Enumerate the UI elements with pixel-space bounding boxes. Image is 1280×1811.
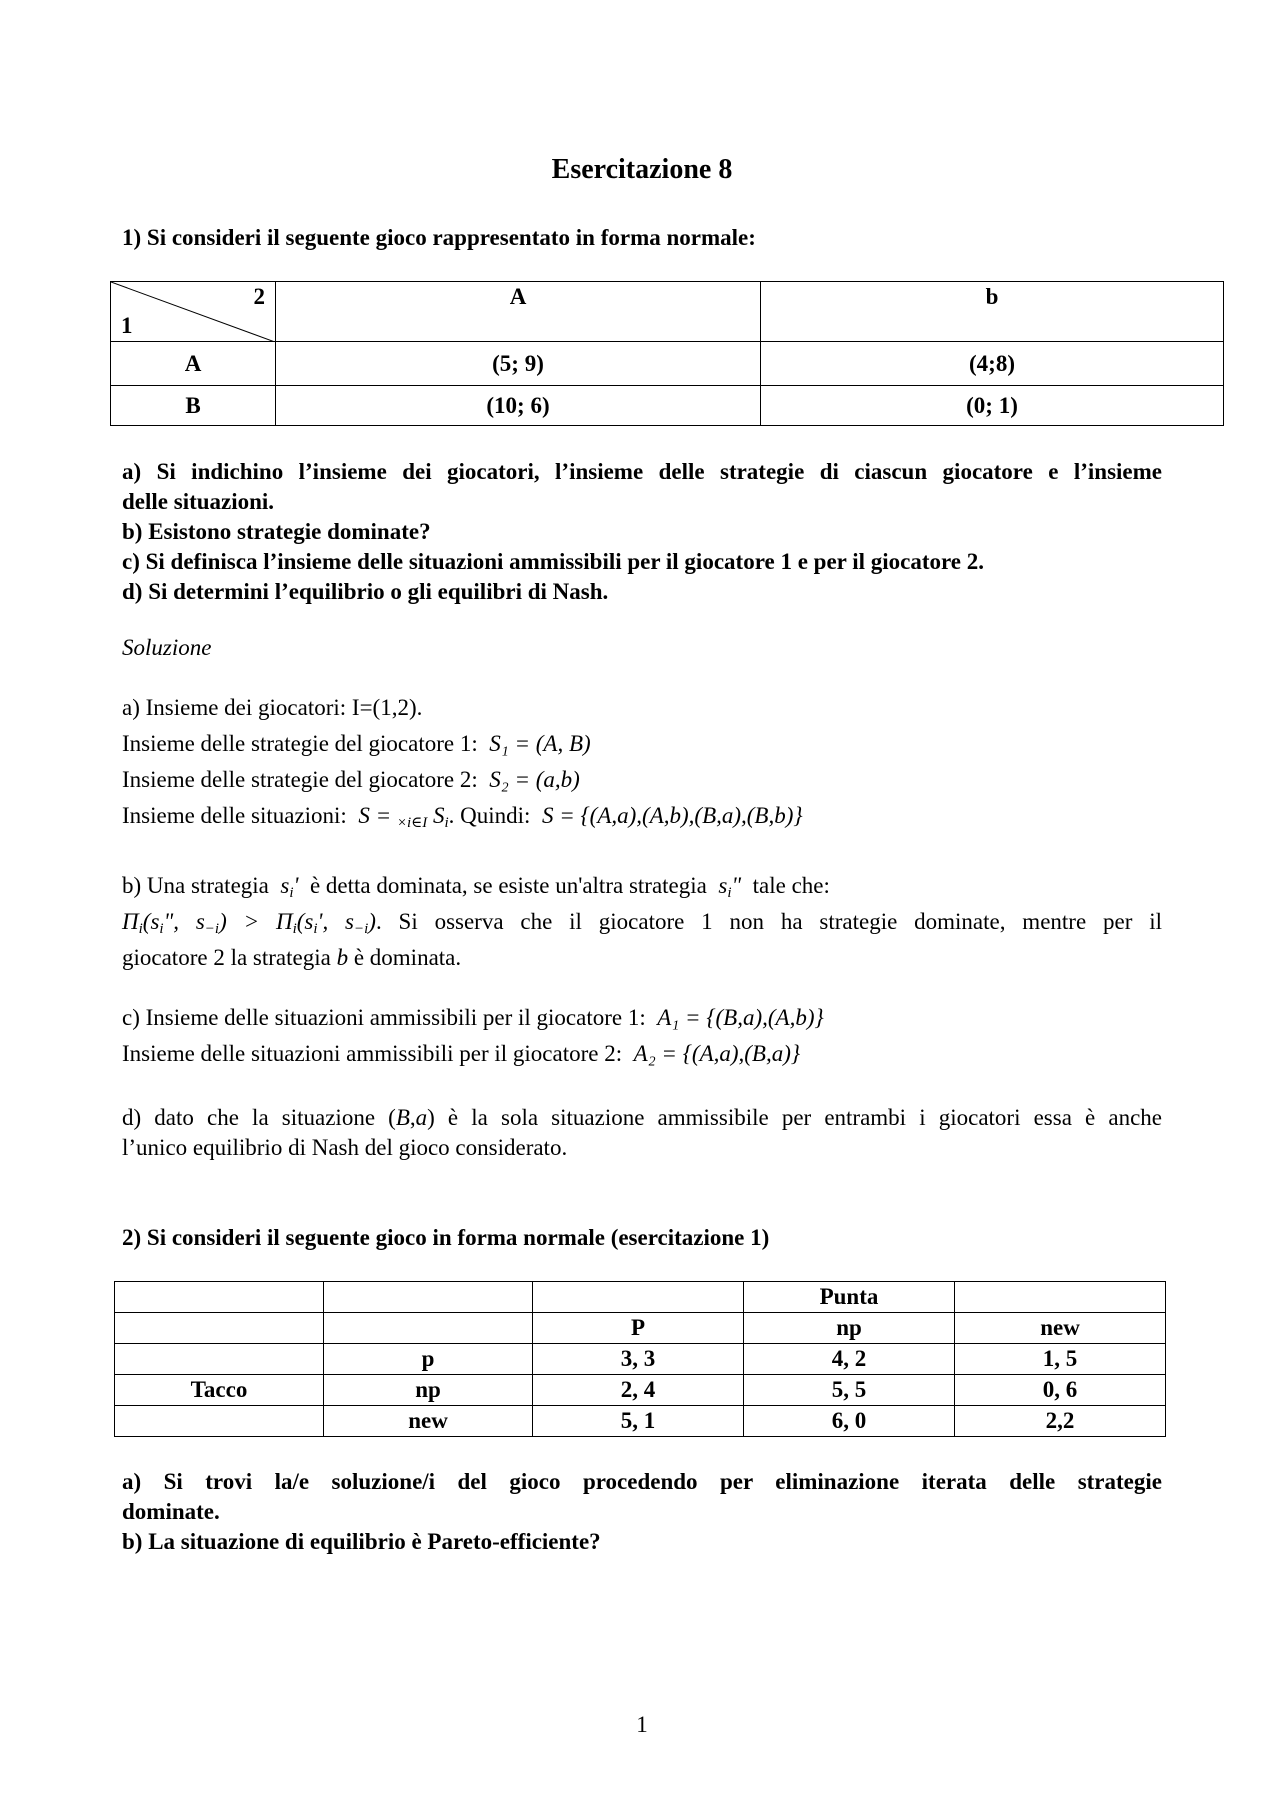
col-header-new: new bbox=[955, 1313, 1166, 1344]
col-group-label: Punta bbox=[744, 1282, 955, 1313]
table-cell: 2,2 bbox=[955, 1406, 1166, 1437]
table-cell: 5, 5 bbox=[744, 1375, 955, 1406]
q1-question-a: a) Si indichino l’insieme dei giocatori, l’insieme delle strategie di ciascun giocatore e l’insieme bbox=[122, 459, 1162, 484]
table-cell: (0; 1) bbox=[761, 386, 1224, 426]
row-header-np: np bbox=[324, 1375, 533, 1406]
q1-heading: 1) Si consideri il seguente gioco rappresentato in forma normale: bbox=[122, 225, 756, 250]
sol-a-line3: Insieme delle strategie del giocatore 2: S₂ = (a,b) bbox=[122, 767, 580, 792]
strategy-si-prime: si' bbox=[280, 873, 299, 901]
sol-c-line2: Insieme delle situazioni ammissibili per il giocatore 2: A₂ = {(A,a),(B,a)} bbox=[122, 1041, 801, 1066]
row-header-a: A bbox=[111, 342, 276, 386]
strategy-si-double-prime: si" bbox=[718, 873, 742, 901]
table-cell: 0, 6 bbox=[955, 1375, 1166, 1406]
q2-question-a: a) Si trovi la/e soluzione/i del gioco procedendo per eliminazione iterata delle strategie bbox=[122, 1469, 1162, 1494]
table-cell: 1, 5 bbox=[955, 1344, 1166, 1375]
q2-question-b: b) La situazione di equilibrio è Pareto-efficiente? bbox=[122, 1529, 601, 1554]
q1-question-b: b) Esistono strategie dominate? bbox=[122, 519, 431, 544]
admissible-set-1: A₁ = {(B,a),(A,b)} bbox=[657, 1005, 824, 1030]
table-cell: (10; 6) bbox=[276, 386, 761, 426]
sol-a-line2: Insieme delle strategie del giocatore 1: S₁ = (A, B) bbox=[122, 731, 591, 756]
dominance-inequality: Πi(si", s−i) > Πi(si', s−i) bbox=[122, 909, 376, 937]
q2-payoff-table bbox=[114, 1281, 1166, 1437]
table-cell: 2, 4 bbox=[533, 1375, 744, 1406]
q1-question-c: c) Si definisca l’insieme delle situazioni ammissibili per il giocatore 1 e per il giocatore 2. bbox=[122, 549, 984, 574]
page-number: 1 bbox=[636, 1712, 648, 1737]
sol-d-line2: l’unico equilibrio di Nash del gioco considerato. bbox=[122, 1135, 568, 1160]
strategy-set-2: S₂ = (a,b) bbox=[489, 767, 580, 792]
table-cell: 3, 3 bbox=[533, 1344, 744, 1375]
table-cell: (5; 9) bbox=[276, 342, 761, 386]
table-corner-cell bbox=[111, 282, 276, 342]
q1-question-a-cont: delle situazioni. bbox=[122, 489, 275, 514]
col-header-np: np bbox=[744, 1313, 955, 1344]
sol-a-line1: a) Insieme dei giocatori: I=(1,2). bbox=[122, 695, 423, 720]
sol-b-line3: giocatore 2 la strategia b è dominata. bbox=[122, 945, 462, 970]
col-header-b: b bbox=[761, 282, 1224, 342]
page-title: Esercitazione 8 bbox=[551, 154, 733, 185]
cartesian-product-formula: S = ×i∈I Si bbox=[358, 803, 449, 831]
solution-label: Soluzione bbox=[122, 635, 212, 660]
q2-heading: 2) Si consideri il seguente gioco in forma normale (esercitazione 1) bbox=[122, 1225, 770, 1250]
table-cell: 6, 0 bbox=[744, 1406, 955, 1437]
admissible-set-2: A₂ = {(A,a),(B,a)} bbox=[633, 1041, 801, 1066]
row-header-new: new bbox=[324, 1406, 533, 1437]
situations-set: S = {(A,a),(A,b),(B,a),(B,b)} bbox=[541, 803, 803, 828]
sol-b-line2: Πi(si", s−i) > Πi(si', s−i). Si osserva che il giocatore 1 non ha strategie dominate, mentre per il bbox=[122, 909, 1162, 937]
strategy-set-1: S₁ = (A, B) bbox=[489, 731, 591, 756]
row-header-p: p bbox=[324, 1344, 533, 1375]
table-cell: 5, 1 bbox=[533, 1406, 744, 1437]
q2-question-a-cont: dominate. bbox=[122, 1499, 220, 1524]
table-cell: 4, 2 bbox=[744, 1344, 955, 1375]
sol-c-line1: c) Insieme delle situazioni ammissibili per il giocatore 1: A₁ = {(B,a),(A,b)} bbox=[122, 1005, 824, 1030]
sol-b-line1: b) Una strategia si' è detta dominata, se esiste un'altra strategia si" tale che: bbox=[122, 873, 830, 901]
player2-label: 2 bbox=[253, 284, 265, 309]
diagonal-divider bbox=[111, 282, 275, 342]
row-header-b: B bbox=[111, 386, 276, 426]
sol-a-line4: Insieme delle situazioni: S = ×i∈I Si. Quindi: S = {(A,a),(A,b),(B,a),(B,b)} bbox=[122, 803, 803, 831]
q1-payoff-table bbox=[110, 281, 1224, 426]
sol-d-line1: d) dato che la situazione (B,a) è la sola situazione ammissibile per entrambi i giocatori essa è anche bbox=[122, 1105, 1162, 1130]
q1-question-d: d) Si determini l’equilibrio o gli equilibri di Nash. bbox=[122, 579, 609, 604]
col-header-a: A bbox=[276, 282, 761, 342]
player1-label: 1 bbox=[121, 313, 133, 338]
table-cell: (4;8) bbox=[761, 342, 1224, 386]
col-header-p: P bbox=[533, 1313, 744, 1344]
row-group-label: Tacco bbox=[115, 1375, 324, 1406]
